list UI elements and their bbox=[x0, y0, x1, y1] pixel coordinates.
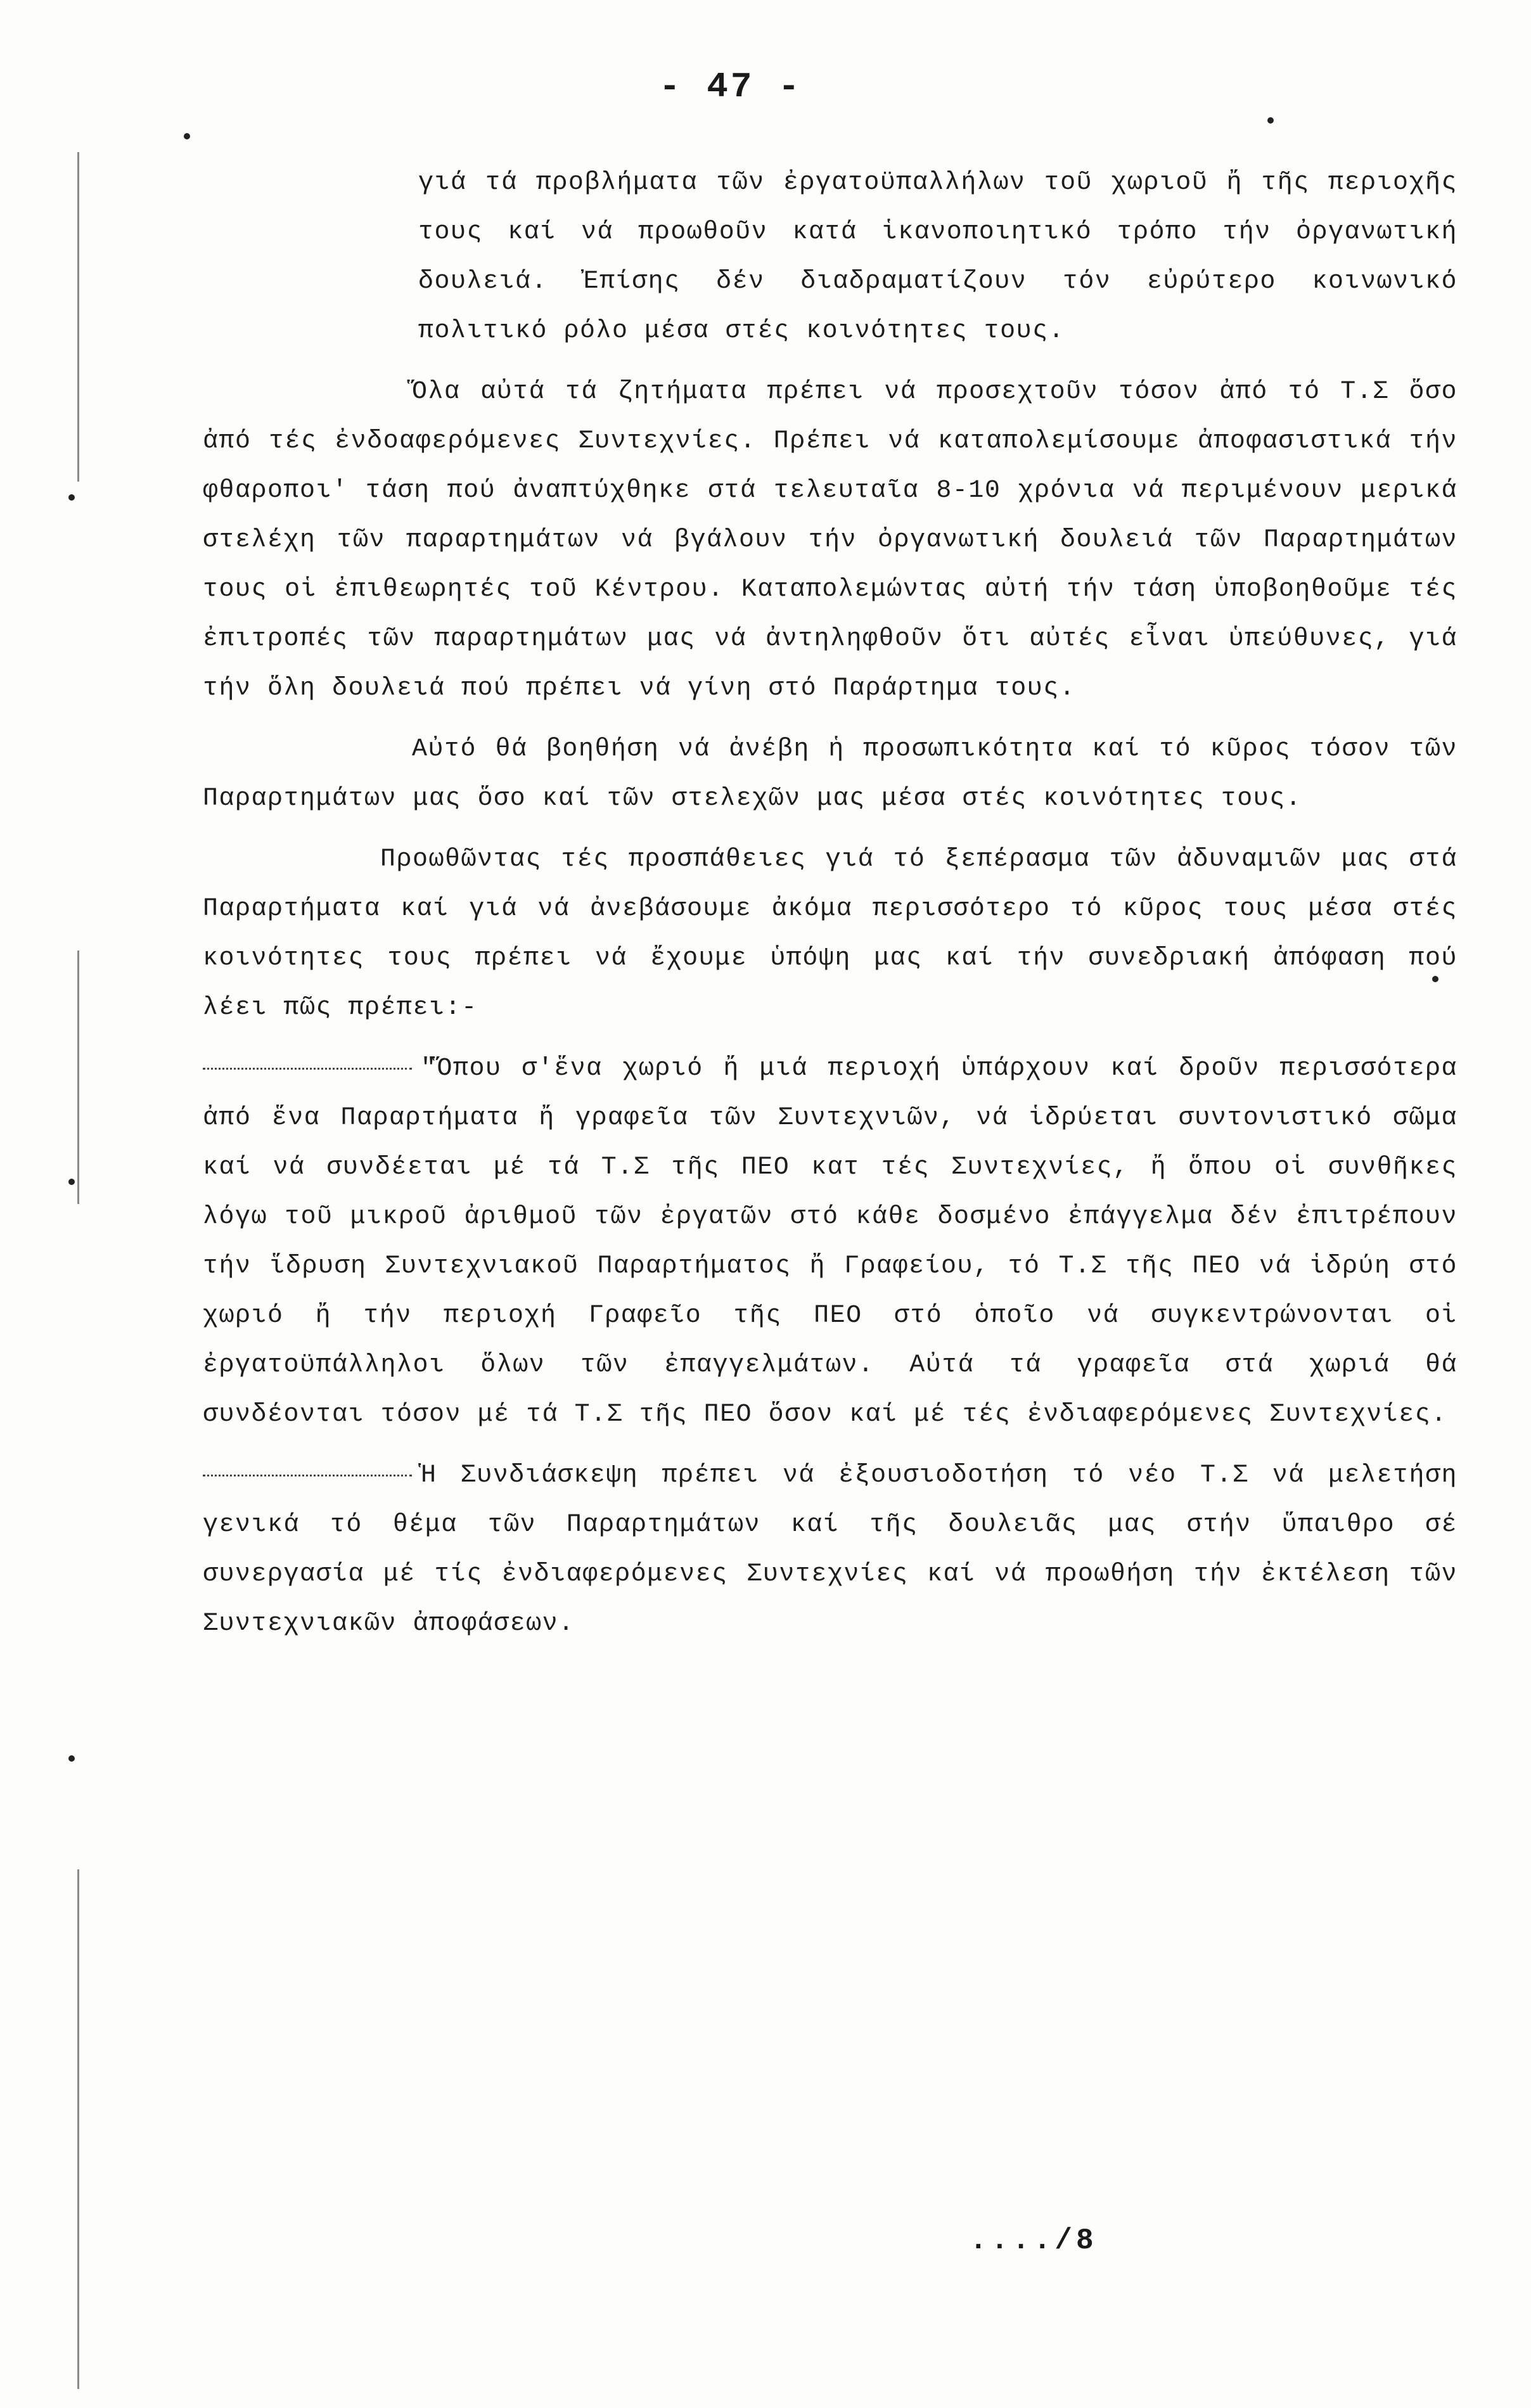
paragraph-text: Ἡ Συνδιάσκεψη πρέπει νά ἐξουσιοδοτήση τό νέο Τ.Σ νά μελετήση γενικά τό θέμα τῶν Παραρτημάτων καί τῆς δουλειᾶς μας στήν ὕπαιθρο σέ συνεργασία μέ τίς ἐνδιαφερόμενες Συντεχνίες καί νά προωθήση τήν ἐκτέλεση τῶν Συντεχνιακῶν ἀποφάσεων. bbox=[203, 1461, 1457, 1638]
left-margin-mark bbox=[77, 951, 79, 1204]
margin-dot bbox=[1267, 117, 1274, 124]
document-body bbox=[203, 158, 1457, 1660]
paragraph: Προωθῶντας τές προσπάθειες γιά τό ξεπέρασμα τῶν ἀδυναμιῶν μας στά Παραρτήματα καί γιά νά ἀνεβάσουμε ἀκόμα περισσότερο τό κῦρος τους μέσα στές κοινότητες τους πρέπει νά ἔχουμε ὑπόψη μας καί τήν συνεδριακή ἀπόφαση πού λέει πῶς πρέπει:- bbox=[203, 845, 1457, 1022]
paragraph bbox=[203, 1451, 1457, 1649]
margin-dot bbox=[68, 1179, 75, 1185]
paragraph-text: "Ὅπου σ'ἕνα χωριό ἤ μιά περιοχή ὑπάρχουν καί δροῦν περισσότερα ἀπό ἕνα Παραρτήματα ἤ γραφεῖα τῶν Συντεχνιῶν, νά ἱδρύεται συντονιστικό σῶμα καί νά συνδέεται μέ τά Τ.Σ τῆς ΠΕΟ κατ τές Συντεχνίες, ἤ ὅπου οἱ συνθῆκες λόγω τοῦ μικροῦ ἀριθμοῦ τῶν ἐργατῶν στό κάθε δοσμένο ἐπάγγελμα δέν ἐπιτρέπουν τήν ἵδρυση Συντεχνιακοῦ Παραρτήματος ἤ Γραφείου, τό Τ.Σ τῆς ΠΕΟ νά ἱδρύη στό χωριό ἤ τήν περιοχή Γραφεῖο τῆς ΠΕΟ στό ὁποῖο νά συγκεντρώνονται οἱ ἐργατοϋπάλληλοι ὅλων τῶν ἐπαγγελμάτων. Αὐτά τά γραφεῖα στά χωριά θά συνδέονται τόσον μέ τά Τ.Σ τῆς ΠΕΟ ὅσον καί μέ τές ἐνδιαφερόμενες Συντεχνίες. bbox=[203, 1054, 1457, 1429]
margin-dot bbox=[184, 133, 190, 139]
margin-dot bbox=[68, 494, 75, 501]
page-continuation: ..../8 bbox=[970, 2224, 1098, 2257]
paragraph: Αὐτό θά βοηθήση νά ἀνέβη ἡ προσωπικότητα καί τό κῦρος τόσον τῶν Παραρτημάτων μας ὅσο καί τῶν στελεχῶν μας μέσα στές κοινότητες τους. bbox=[203, 735, 1457, 813]
left-margin-mark bbox=[77, 1869, 79, 2389]
dash-leader bbox=[203, 1473, 412, 1476]
dash-leader bbox=[203, 1066, 412, 1070]
paragraph: γιά τά προβλήματα τῶν ἐργατοϋπαλλήλων τοῦ χωριοῦ ἤ τῆς περιοχῆς τους καί νά προωθοῦν κατά ἱκανοποιητικό τρόπο τήν ὀργανωτική δουλειά. Ἐπίσης δέν διαδραματίζουν τόν εὐρύτερο κοινωνικό πολιτικό ρόλο μέσα στές κοινότητες τους. bbox=[418, 169, 1457, 345]
quoted-paragraph bbox=[203, 1044, 1457, 1440]
left-margin-mark bbox=[77, 152, 79, 482]
page-number: - 47 - bbox=[659, 67, 802, 107]
margin-dot bbox=[68, 1755, 75, 1762]
paragraph: Ὅλα αὐτά τά ζητήματα πρέπει νά προσεχτοῦν τόσον ἀπό τό Τ.Σ ὅσο ἀπό τές ἐνδοαφερόμενες Συντεχνίες. Πρέπει νά καταπολεμίσουμε ἀποφασιστικά τήν φθαροποι' τάση πού ἀναπτύχθηκε στά τελευταῖα 8-10 χρόνια νά περιμένουν μερικά στελέχη τῶν παραρτημάτων νά βγάλουν τήν ὀργανωτική δουλειά τῶν Παραρτημάτων τους οἱ ἐπιθεωρητές τοῦ Κέντρου. Καταπολεμώντας αὐτή τήν τάση ὑποβοηθοῦμε τές ἐπιτροπές τῶν παραρτημάτων μας νά ἀντηληφθοῦν ὅτι αὐτές εἶναι ὑπεύθυνες, γιά τήν ὅλη δουλειά πού πρέπει νά γίνη στό Παράρτημα τους. bbox=[203, 378, 1457, 703]
